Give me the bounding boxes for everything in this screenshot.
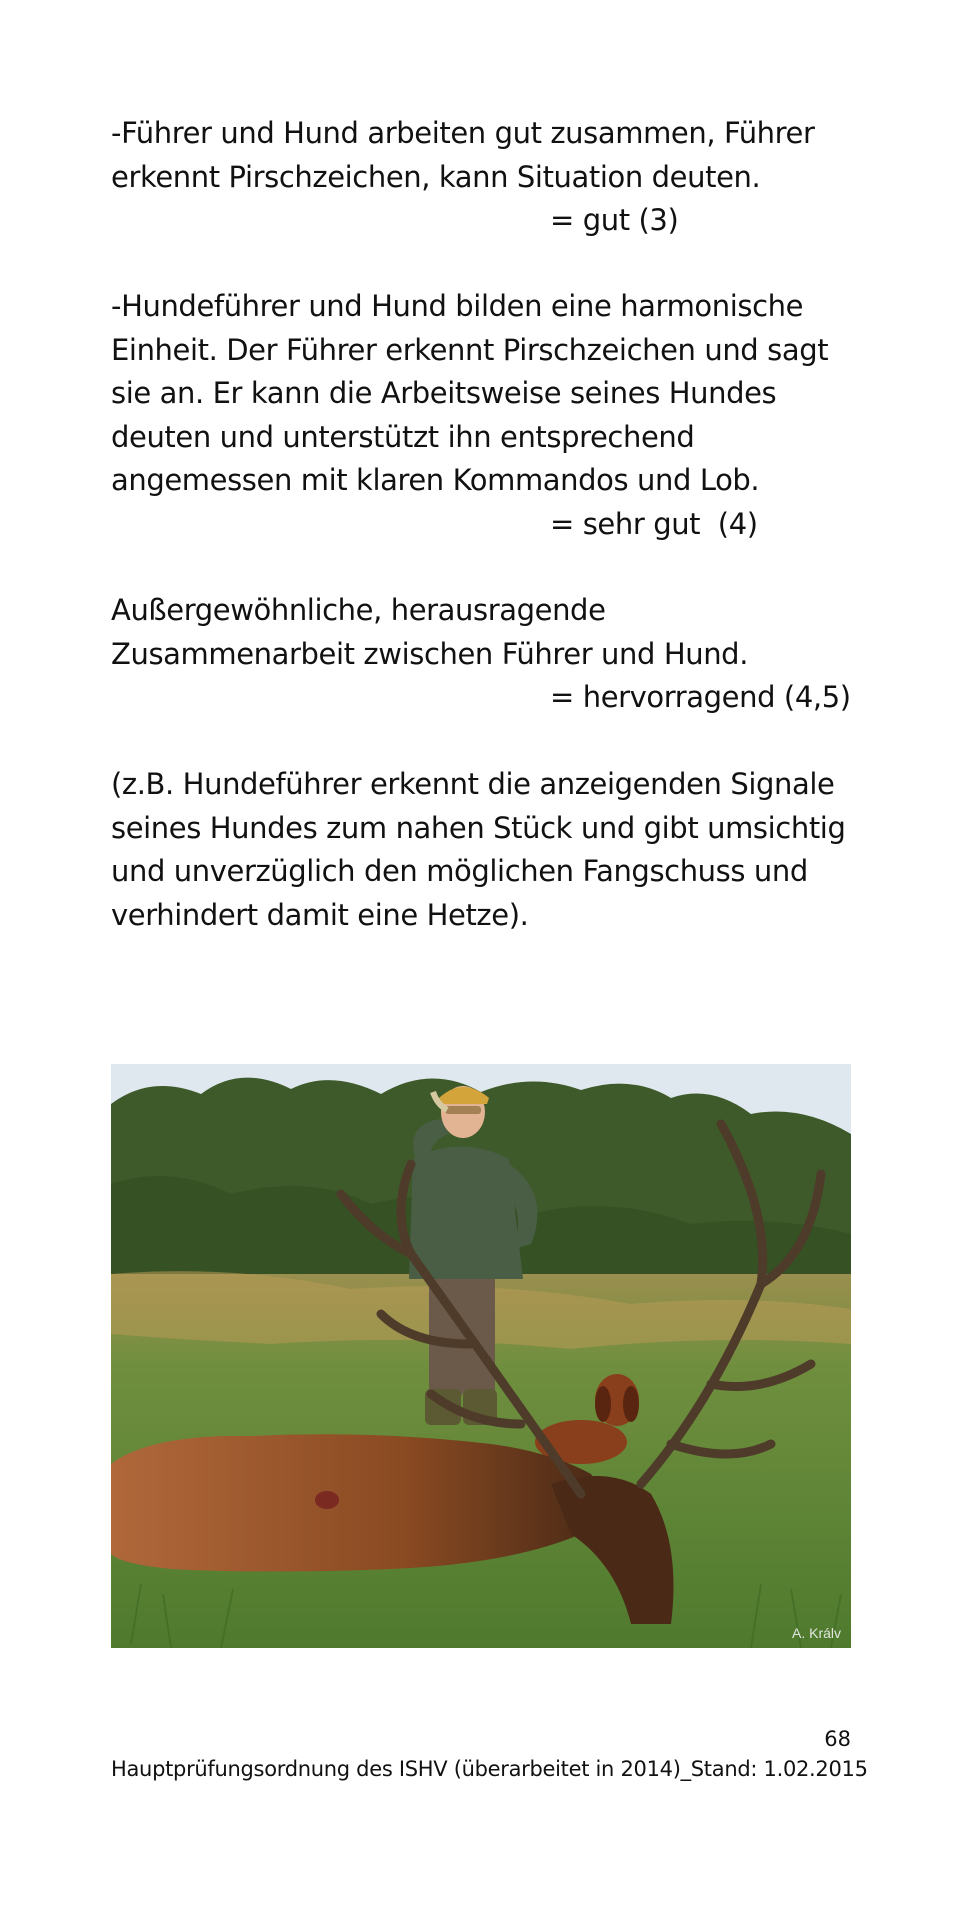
score-gut: = gut (3): [550, 203, 679, 237]
paragraph-4: [111, 763, 871, 937]
paragraph-line: erkennt Pirschzeichen, kann Situation deuten.: [111, 159, 761, 194]
paragraph-line: sie an. Er kann die Arbeitsweise seines Hundes: [111, 376, 777, 410]
paragraph-line: seines Hundes zum nahen Stück und gibt umsichtig: [111, 810, 846, 845]
footer-text: Hauptprüfungsordnung des ISHV (überarbeitet in 2014)_Stand: 1.02.2015: [111, 1757, 868, 1781]
photo-wound: [315, 1491, 339, 1509]
paragraph-2: [111, 285, 871, 503]
paragraph-line: angemessen mit klaren Kommandos und Lob.: [111, 463, 760, 497]
paragraph-line: -Hundeführer und Hund bilden eine harmonische: [111, 289, 804, 323]
paragraph-line: Außergewöhnliche, herausragende: [111, 593, 606, 627]
paragraph-line: verhindert damit eine Hetze).: [111, 897, 529, 932]
paragraph-line: Zusammenarbeit zwischen Führer und Hund.: [111, 636, 749, 671]
score-sehr-gut: = sehr gut (4): [550, 507, 758, 541]
paragraph-line: -Führer und Hund arbeiten gut zusammen, Führer: [111, 116, 815, 150]
paragraph-line: deuten und unterstützt ihn entsprechend: [111, 419, 695, 454]
score-hervorragend: = hervorragend (4,5): [550, 680, 851, 714]
photo-credit: A. Králv: [791, 1625, 841, 1641]
hunting-photo: [111, 1064, 851, 1648]
paragraph-1: [111, 112, 871, 199]
page-number: 68: [824, 1727, 851, 1751]
paragraph-line: (z.B. Hundeführer erkennt die anzeigenden Signale: [111, 767, 835, 801]
paragraph-line: und unverzüglich den möglichen Fangschuss und: [111, 854, 808, 888]
paragraph-line: Einheit. Der Führer erkennt Pirschzeichen und sagt: [111, 332, 829, 367]
paragraph-3: [111, 589, 871, 676]
